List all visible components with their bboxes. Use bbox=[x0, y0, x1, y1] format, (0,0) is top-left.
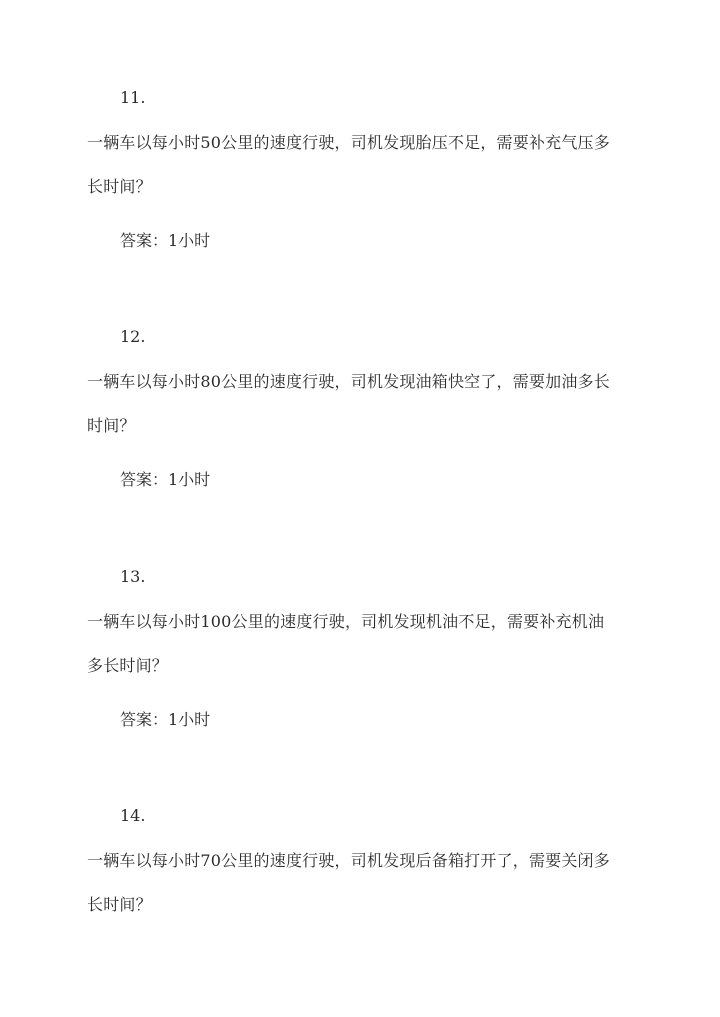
question-number: 14. bbox=[120, 806, 146, 825]
question-text-line-2: 时间？ bbox=[87, 416, 136, 435]
question-text-line-1: 一辆车以每小时100公里的速度行驶，司机发现机油不足，需要补充机油 bbox=[87, 612, 605, 631]
answer-text: 答案：1小时 bbox=[120, 470, 211, 489]
question-text-line-2: 多长时间？ bbox=[87, 656, 169, 675]
question-text-line-2: 长时间？ bbox=[87, 177, 152, 196]
question-text-line-1: 一辆车以每小时50公里的速度行驶，司机发现胎压不足，需要补充气压多 bbox=[87, 133, 610, 152]
question-number: 13. bbox=[120, 567, 146, 586]
question-number: 12. bbox=[120, 327, 146, 346]
question-number: 11. bbox=[120, 88, 146, 107]
question-text-line-1: 一辆车以每小时80公里的速度行驶，司机发现油箱快空了，需要加油多长 bbox=[87, 372, 610, 391]
question-text-line-1: 一辆车以每小时70公里的速度行驶，司机发现后备箱打开了，需要关闭多 bbox=[87, 851, 610, 870]
question-text-line-2: 长时间？ bbox=[87, 895, 152, 914]
answer-text: 答案：1小时 bbox=[120, 231, 211, 250]
answer-text: 答案：1小时 bbox=[120, 710, 211, 729]
